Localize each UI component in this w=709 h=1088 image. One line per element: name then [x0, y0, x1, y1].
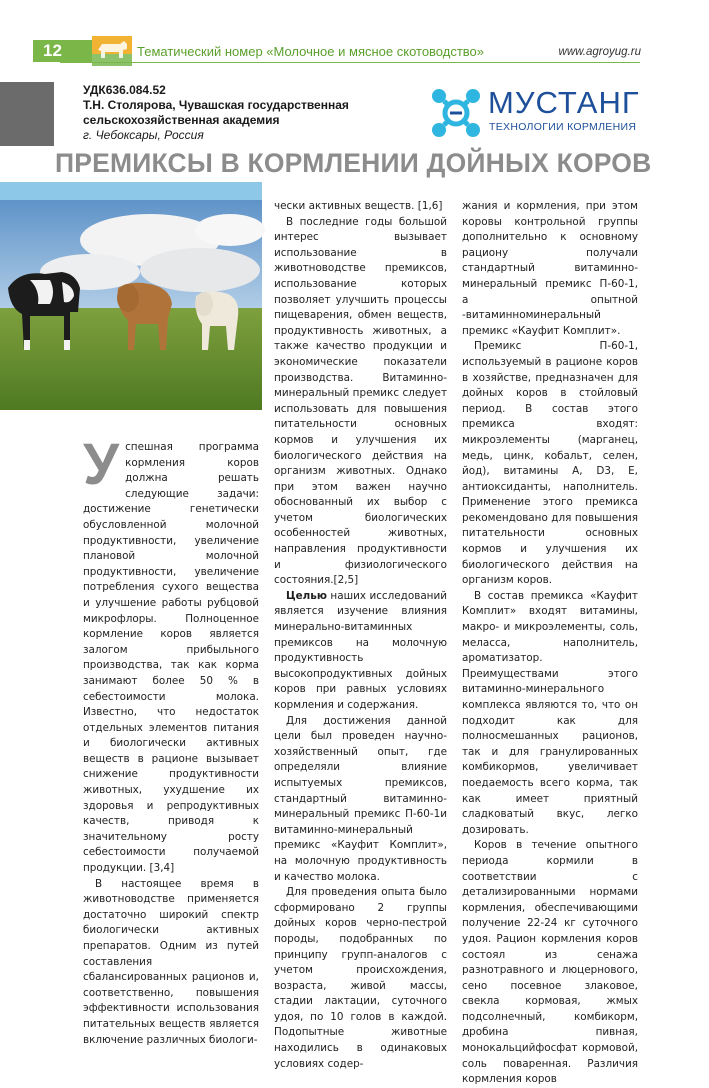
paragraph: Премикс П-60-1, используемый в рационе коров в хозяйстве, предназначен для дойных коров в стойловый период. В состав этого премикса входят: микроэлементы (марганец, медь, цинк, кобальт, селен, йод), витамины А, D3, Е, антиоксиданты, наполнитель. Применение этого премикса рекомендовано для повышения питательности основных кормов и улучшения их биологического действия на организм коров. — [462, 340, 638, 587]
brand-name: МУСТАНГ — [488, 85, 640, 120]
paragraph: чески активных веществ. [1,6] — [274, 200, 443, 212]
page-number-text: 12 — [43, 41, 62, 60]
brand-tagline: ТЕХНОЛОГИИ КОРМЛЕНИЯ — [489, 121, 637, 133]
authors: Т.Н. Столярова, Чувашская государственная сельскохозяйственная академия — [83, 98, 349, 127]
article-meta — [83, 83, 413, 143]
molecule-logo-icon — [428, 86, 484, 140]
location: г. Чебоксары, Россия — [83, 128, 204, 142]
paragraph: В настоящее время в животноводстве применяется достаточно широкий спектр биологически активных препаратов. Одним из путей составления сбалансированных рационов и, соответственно, повышения эффективности использования питательных веществ является включение различных биологи- — [83, 877, 259, 1046]
paragraph: В состав премикса «Кауфит Комплит» входят витамины, макро- и микроэлементы, соль, меласса, наполнитель, ароматизатор. Преимуществами этого витаминно-минерального комплекса являются то, что он подходит как для полносмешанных рационов, так и для гранулированных комбикормов, увеличивает поедаемость всего корма, так как имеет приятный сладковатый вкус, легко дозировать. — [462, 589, 638, 836]
cows-photo — [0, 200, 262, 410]
decorative-blue-band — [0, 182, 262, 200]
paragraph: жания и кормления, при этом коровы контрольной группы дополнительно к основному рациону получали стандартный витаминно-минеральный премикс П-60-1, а опытной -витаминноминеральный премикс «Кауфит Комплит». — [462, 200, 638, 337]
decorative-gray-block — [0, 82, 54, 146]
udk-code: УДК636.084.52 — [83, 83, 166, 97]
lead-word: Целью — [286, 589, 327, 602]
brand-logo — [428, 86, 643, 138]
drop-cap: У — [83, 432, 120, 497]
site-url[interactable]: www.agroyug.ru — [558, 46, 641, 58]
page-number — [33, 40, 91, 62]
paragraph: Целью наших исследований является изучение влияния минерально-витаминных премиксов на молочную продуктивность высокопродуктивных дойных коров при равных условиях кормления и содержания. — [274, 589, 447, 711]
paragraph: Коров в течение опытного периода кормили в соответствии с детализированными нормами кормления, обеспечивающими получение 22-24 кг суточного удоя. Рацион кормления коров состоял из сенажа разнотравного и люцернового, сено посевное злаковое, свекла кормовая, жмых подсолнечный, комбикорм, дробина пивная, монокальцийфосфат кормовой, соль поваренная. Различия кормления коров — [462, 839, 638, 1086]
paragraph: Для проведения опыта было сформировано 2 группы дойных коров черно-пестрой породы, подобранных по принципу групп-аналогов с учетом происхождения, возраста, живой массы, стадии лактации, суточного удоя, по 10 голов в каждой. Подопытные животные находились в одинаковых условиях содер- — [274, 886, 447, 1070]
article-column-2 — [274, 199, 447, 1072]
paragraph: В последние годы большой интерес вызывает использование в животноводстве премиксов, использование которых позволяет улучшить процессы пищеварения, обмен веществ, продуктивность животных, а также качество продукции и экономические показатели производства. Витаминно-минеральный премикс следует использовать для повышения питательности основных кормов и улучшения их биологического действия на организм животных. Однако при этом важен научно обоснованный их выбор с учетом биологических особенностей животных, направления продуктивности и физиологического состояния.[2,5] — [274, 215, 447, 587]
article-column-3 — [462, 199, 638, 1088]
paragraph: Успешная программа кормления коров должна решать следующие задачи: достижение генетически обусловленной молочной продуктивности, увеличение плановой молочной продуктивности, увеличение потребления сухого вещества и улучшение работы рубцовой микрофлоры. Полноценное кормление коров является залогом прибыльного производства, так как корма занимают более 50 % в себестоимости молока. Известно, что недостаток отдельных элементов питания и биологически активных веществ в рационе вызывает снижение продуктивности животных, ухудшение их здоровья и репродуктивных качеств, приводя к значительному росту себестоимости получаемой продукции. [3,4] — [83, 432, 259, 875]
header-divider — [60, 62, 640, 63]
paragraph: Для достижения данной цели был проведен научно-хозяйственный опыт, где определяли влияние испытуемых премиксов, стандартный витаминно-минеральный премикс П-60-1и витаминно-минеральный премикс «Кауфит Комплит», на молочную продуктивность и качество молока. — [274, 714, 447, 883]
article-title: ПРЕМИКСЫ В КОРМЛЕНИИ ДОЙНЫХ КОРОВ — [55, 148, 652, 178]
section-title: Тематический номер «Молочное и мясное скотоводство» — [137, 44, 485, 59]
article-column-1 — [83, 432, 259, 1048]
